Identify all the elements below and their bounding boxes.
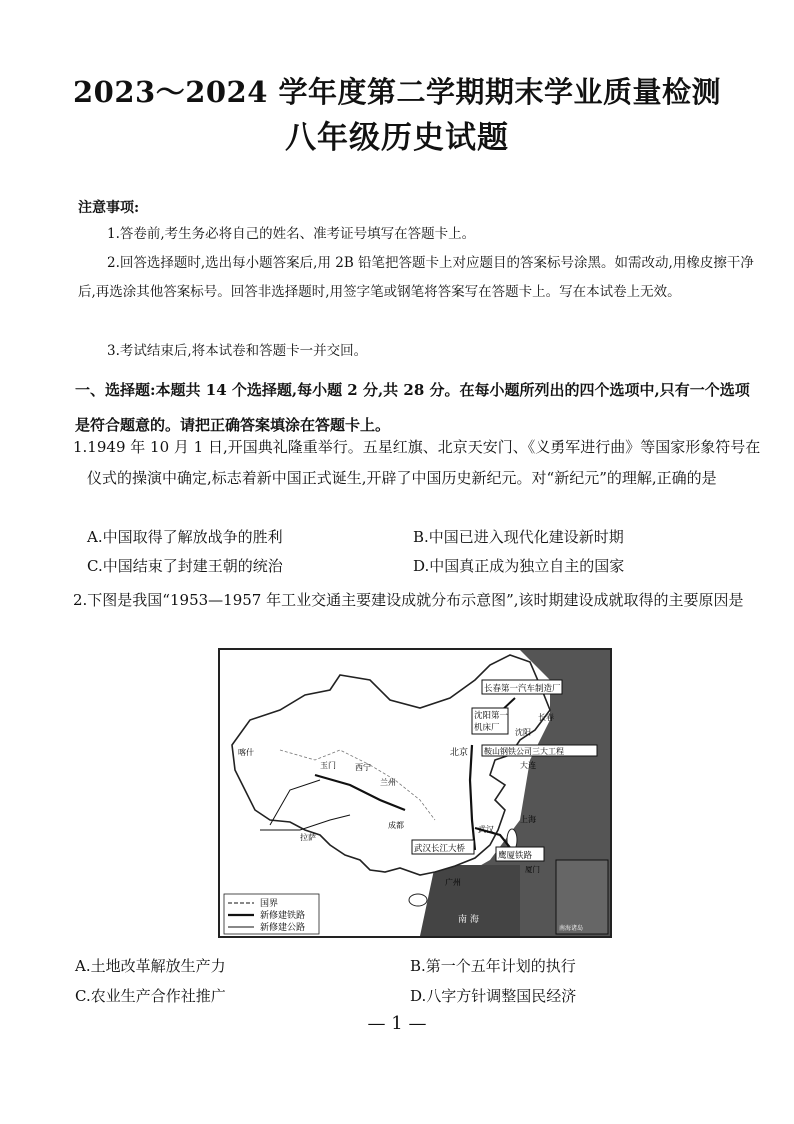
note-item-2: 2.回答选择题时,选出每小题答案后,用 2B 铅笔把答题卡上对应题目的答案标号涂黑。如需改动,用橡皮擦干净后,再选涂其他答案标号。回答非选择题时,用签字笔或钢笔将答案写在答题卡上。写在本试卷上无效。 xyxy=(78,255,754,300)
city-shenyang: 沈阳 xyxy=(515,728,531,737)
city-kashi: 喀什 xyxy=(238,748,254,757)
city-xining: 西宁 xyxy=(355,763,371,772)
city-yumen: 玉门 xyxy=(320,761,336,770)
legend-border-label: 国界 xyxy=(260,899,279,909)
city-lasa: 拉萨 xyxy=(300,833,316,842)
q1-option-d: D.中国真正成为独立自主的国家 xyxy=(413,557,625,575)
note-item-1: 1.答卷前,考生务必将自己的姓名、准考证号填写在答题卡上。 xyxy=(107,226,476,242)
city-chengdu: 成都 xyxy=(388,821,404,830)
label-nanhai: 南 海 xyxy=(458,915,479,925)
city-changchun: 长春 xyxy=(538,713,554,722)
q2-option-b: B.第一个五年计划的执行 xyxy=(410,957,576,975)
city-lanzhou: 兰州 xyxy=(380,778,396,787)
callout-changchun: 长春第一汽车制造厂 xyxy=(484,684,561,694)
callout-shenyang-2: 机床厂 xyxy=(474,723,500,733)
exam-subtitle: 八年级历史试题 xyxy=(285,120,509,156)
label-nanhai-islands: 南海诸岛 xyxy=(559,925,584,932)
city-guangzhou: 广州 xyxy=(445,878,461,887)
legend-railway-label: 新修建铁路 xyxy=(260,911,306,921)
q2-option-c: C.农业生产合作社推广 xyxy=(75,987,226,1005)
page-number: — 1 — xyxy=(367,1013,427,1034)
south-sea-area xyxy=(420,865,520,936)
note-item-3: 3.考试结束后,将本试卷和答题卡一并交回。 xyxy=(107,343,368,359)
exam-title: 2023～2024 学年度第二学期期末学业质量检测 xyxy=(72,75,722,109)
q1-option-b: B.中国已进入现代化建设新时期 xyxy=(413,528,624,546)
city-beijing: 北京 xyxy=(450,748,469,758)
callout-yingxia: 鹰厦铁路 xyxy=(498,851,533,861)
question-2-stem: 2.下图是我国“1953—1957 年工业交通主要建设成就分布示意图”,该时期建设成就取得的主要原因是 xyxy=(73,591,744,609)
hainan-island xyxy=(409,894,427,906)
q2-option-a: A.土地改革解放生产力 xyxy=(75,957,226,975)
q1-option-a: A.中国取得了解放战争的胜利 xyxy=(87,528,283,546)
callout-anshan: 鞍山钢铁公司三大工程 xyxy=(484,747,564,756)
inset-map xyxy=(556,860,608,934)
city-wuhan: 武汉 xyxy=(478,825,494,834)
legend-highway-label: 新修建公路 xyxy=(260,923,306,933)
callout-shenyang-1: 沈阳第一 xyxy=(474,711,509,721)
section-heading: 一、选择题:本题共 14 个选择题,每小题 2 分,共 28 分。在每小题所列出的四个选项中,只有一个选项是符合题意的。请把正确答案填涂在答题卡上。 xyxy=(75,381,750,434)
city-xiamen: 厦门 xyxy=(525,865,540,874)
question-1-stem: 1.1949 年 10 月 1 日,开国典礼隆重举行。五星红旗、北京天安门、《义勇军进行曲》等国家形象符号在仪式的操演中确定,标志着新中国正式诞生,开辟了中国历史新纪元。对“新纪元”的理解,正确的是 xyxy=(73,438,761,487)
callout-wuhan-bridge: 武汉长江大桥 xyxy=(414,844,466,854)
city-shanghai: 上海 xyxy=(520,815,536,824)
q1-option-c: C.中国结束了封建王朝的统治 xyxy=(87,557,283,575)
construction-map xyxy=(218,648,612,938)
city-dalian: 大连 xyxy=(520,761,536,770)
q2-option-d: D.八字方针调整国民经济 xyxy=(410,987,577,1005)
notes-heading: 注意事项: xyxy=(78,200,140,216)
